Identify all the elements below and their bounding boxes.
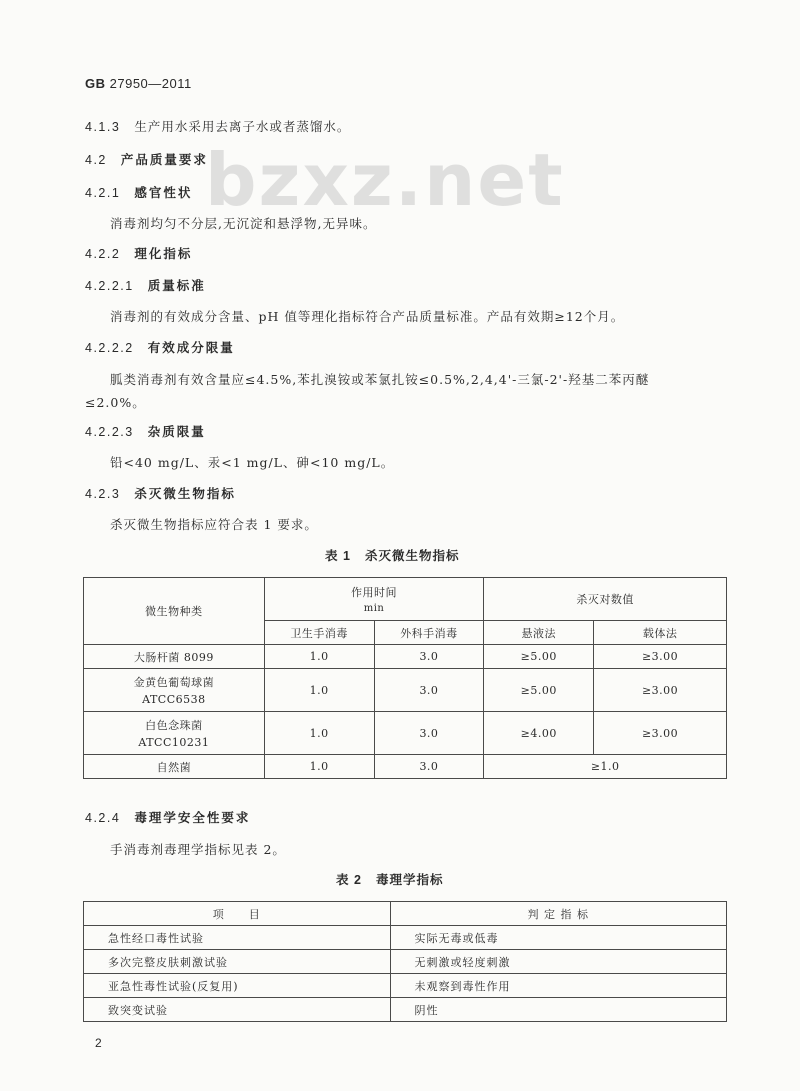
table1-cell-species [84, 712, 265, 755]
table2-cell-item: 多次完整皮肤刺激试验 [84, 950, 391, 974]
table2-cell-criteria: 实际无毒或低毒 [390, 926, 726, 950]
paragraph-4-2-4: 手消毒剂毒理学指标见表 2。 [110, 842, 286, 857]
table1-caption-number: 表 1 [325, 549, 351, 563]
paragraph-4-2-2-2-line2: ≤2.0%。 [85, 395, 146, 410]
standard-code: 27950—2011 [109, 76, 192, 91]
table1-header-time [264, 578, 484, 621]
clause-number: 4.2.2 [85, 247, 121, 261]
table1-cell-carrier: ≥3.00 [594, 712, 727, 755]
paragraph-4-2-1: 消毒剂均匀不分层,无沉淀和悬浮物,无异味。 [110, 216, 377, 231]
table1-cell-hand: 1.0 [264, 755, 374, 779]
standard-prefix: GB [85, 76, 106, 91]
table-row [84, 712, 727, 755]
table1-cell-hand: 1.0 [264, 712, 374, 755]
table1-cell-carrier: ≥3.00 [594, 669, 727, 712]
table2-cell-criteria: 阴性 [390, 998, 726, 1022]
clause-4-2-4 [85, 808, 250, 826]
clause-title: 感官性状 [134, 186, 193, 200]
table-row [84, 926, 727, 950]
table-row [84, 950, 727, 974]
clause-title: 质量标准 [147, 279, 206, 293]
table1-subheader-surgical: 外科手消毒 [374, 621, 484, 645]
table2-cell-item: 急性经口毒性试验 [84, 926, 391, 950]
table2-cell-criteria: 无刺激或轻度刺激 [390, 950, 726, 974]
table1-cell-surgical: 3.0 [374, 712, 484, 755]
document-header [85, 76, 192, 91]
paragraph-4-2-2-2-line1: 胍类消毒剂有效含量应≤4.5%,苯扎溴铵或苯氯扎铵≤0.5%,2,4,4'-三氯-2'-羟基二苯丙醚 [110, 372, 650, 387]
paragraph-4-2-2-3: 铅<40 mg/L、汞<1 mg/L、砷<10 mg/L。 [110, 455, 395, 470]
table1-cell-species [84, 669, 265, 712]
table2-header-item: 项 目 [84, 902, 391, 926]
table1-caption-title: 杀灭微生物指标 [364, 549, 460, 563]
table2-cell-item: 亚急性毒性试验(反复用) [84, 974, 391, 998]
clause-number: 4.2.4 [85, 811, 121, 825]
table1-cell-log: ≥1.0 [484, 755, 727, 779]
clause-title: 毒理学安全性要求 [134, 811, 251, 825]
table1-microbe-kill [83, 577, 727, 779]
table1-cell-hand: 1.0 [264, 645, 374, 669]
table1-header-time-label: 作用时间 [351, 586, 398, 599]
table-row [84, 669, 727, 712]
table1-cell-suspension: ≥5.00 [484, 645, 594, 669]
clause-4-2 [85, 150, 208, 168]
table1-caption [325, 546, 459, 564]
clause-4-2-2-3 [85, 422, 206, 440]
table1-cell-species-name: 白色念珠菌 [145, 719, 203, 732]
table-row [84, 755, 727, 779]
clause-title: 理化指标 [134, 247, 193, 261]
clause-number: 4.2.3 [85, 487, 121, 501]
table-row [84, 974, 727, 998]
table1-cell-suspension: ≥5.00 [484, 669, 594, 712]
clause-title: 有效成分限量 [147, 341, 235, 355]
clause-4-2-3 [85, 484, 236, 502]
table2-cell-item: 致突变试验 [84, 998, 391, 1022]
table1-cell-species: 大肠杆菌 8099 [84, 645, 265, 669]
clause-title: 产品质量要求 [120, 153, 208, 167]
clause-number: 4.2.2.2 [85, 341, 134, 355]
table1-subheader-hand: 卫生手消毒 [264, 621, 374, 645]
table-row [84, 998, 727, 1022]
table1-cell-species-strain: ATCC6538 [142, 693, 206, 706]
clause-4-2-1 [85, 183, 192, 201]
clause-4-2-2-2 [85, 338, 235, 356]
paragraph-4-2-3: 杀灭微生物指标应符合表 1 要求。 [110, 517, 318, 532]
table1-cell-surgical: 3.0 [374, 645, 484, 669]
watermark: bzxz.net [205, 138, 565, 222]
table1-header-time-unit: min [363, 603, 385, 614]
clause-number: 4.1.3 [85, 120, 121, 134]
table1-cell-species-name: 金黄色葡萄球菌 [133, 676, 215, 689]
clause-title: 杀灭微生物指标 [134, 487, 236, 501]
table1-cell-species: 自然菌 [84, 755, 265, 779]
table2-caption [336, 870, 443, 888]
paragraph-4-2-2-1: 消毒剂的有效成分含量、pH 值等理化指标符合产品质量标准。产品有效期≥12个月。 [110, 309, 625, 324]
clause-number: 4.2.2.3 [85, 425, 134, 439]
table-row [84, 645, 727, 669]
table2-toxicology [83, 901, 727, 1022]
clause-number: 4.2.1 [85, 186, 121, 200]
table1-cell-suspension: ≥4.00 [484, 712, 594, 755]
clause-text: 生产用水采用去离子水或者蒸馏水。 [134, 120, 351, 134]
clause-number: 4.2 [85, 153, 107, 167]
table1-header-log: 杀灭对数值 [484, 578, 727, 621]
page-number: 2 [95, 1036, 103, 1050]
table2-caption-number: 表 2 [336, 873, 362, 887]
clause-4-2-2-1 [85, 276, 206, 294]
table1-header-species: 微生物种类 [84, 578, 265, 645]
table1-subheader-suspension: 悬液法 [484, 621, 594, 645]
table2-caption-title: 毒理学指标 [375, 873, 444, 887]
table1-cell-hand: 1.0 [264, 669, 374, 712]
table1-cell-surgical: 3.0 [374, 669, 484, 712]
clause-4-1-3 [85, 117, 350, 135]
clause-title: 杂质限量 [147, 425, 206, 439]
table1-cell-species-strain: ATCC10231 [138, 736, 210, 749]
table2-cell-criteria: 未观察到毒性作用 [390, 974, 726, 998]
table1-cell-carrier: ≥3.00 [594, 645, 727, 669]
table1-cell-surgical: 3.0 [374, 755, 484, 779]
clause-4-2-2 [85, 244, 192, 262]
table1-subheader-carrier: 载体法 [594, 621, 727, 645]
table2-header-criteria: 判 定 指 标 [390, 902, 726, 926]
clause-number: 4.2.2.1 [85, 279, 134, 293]
